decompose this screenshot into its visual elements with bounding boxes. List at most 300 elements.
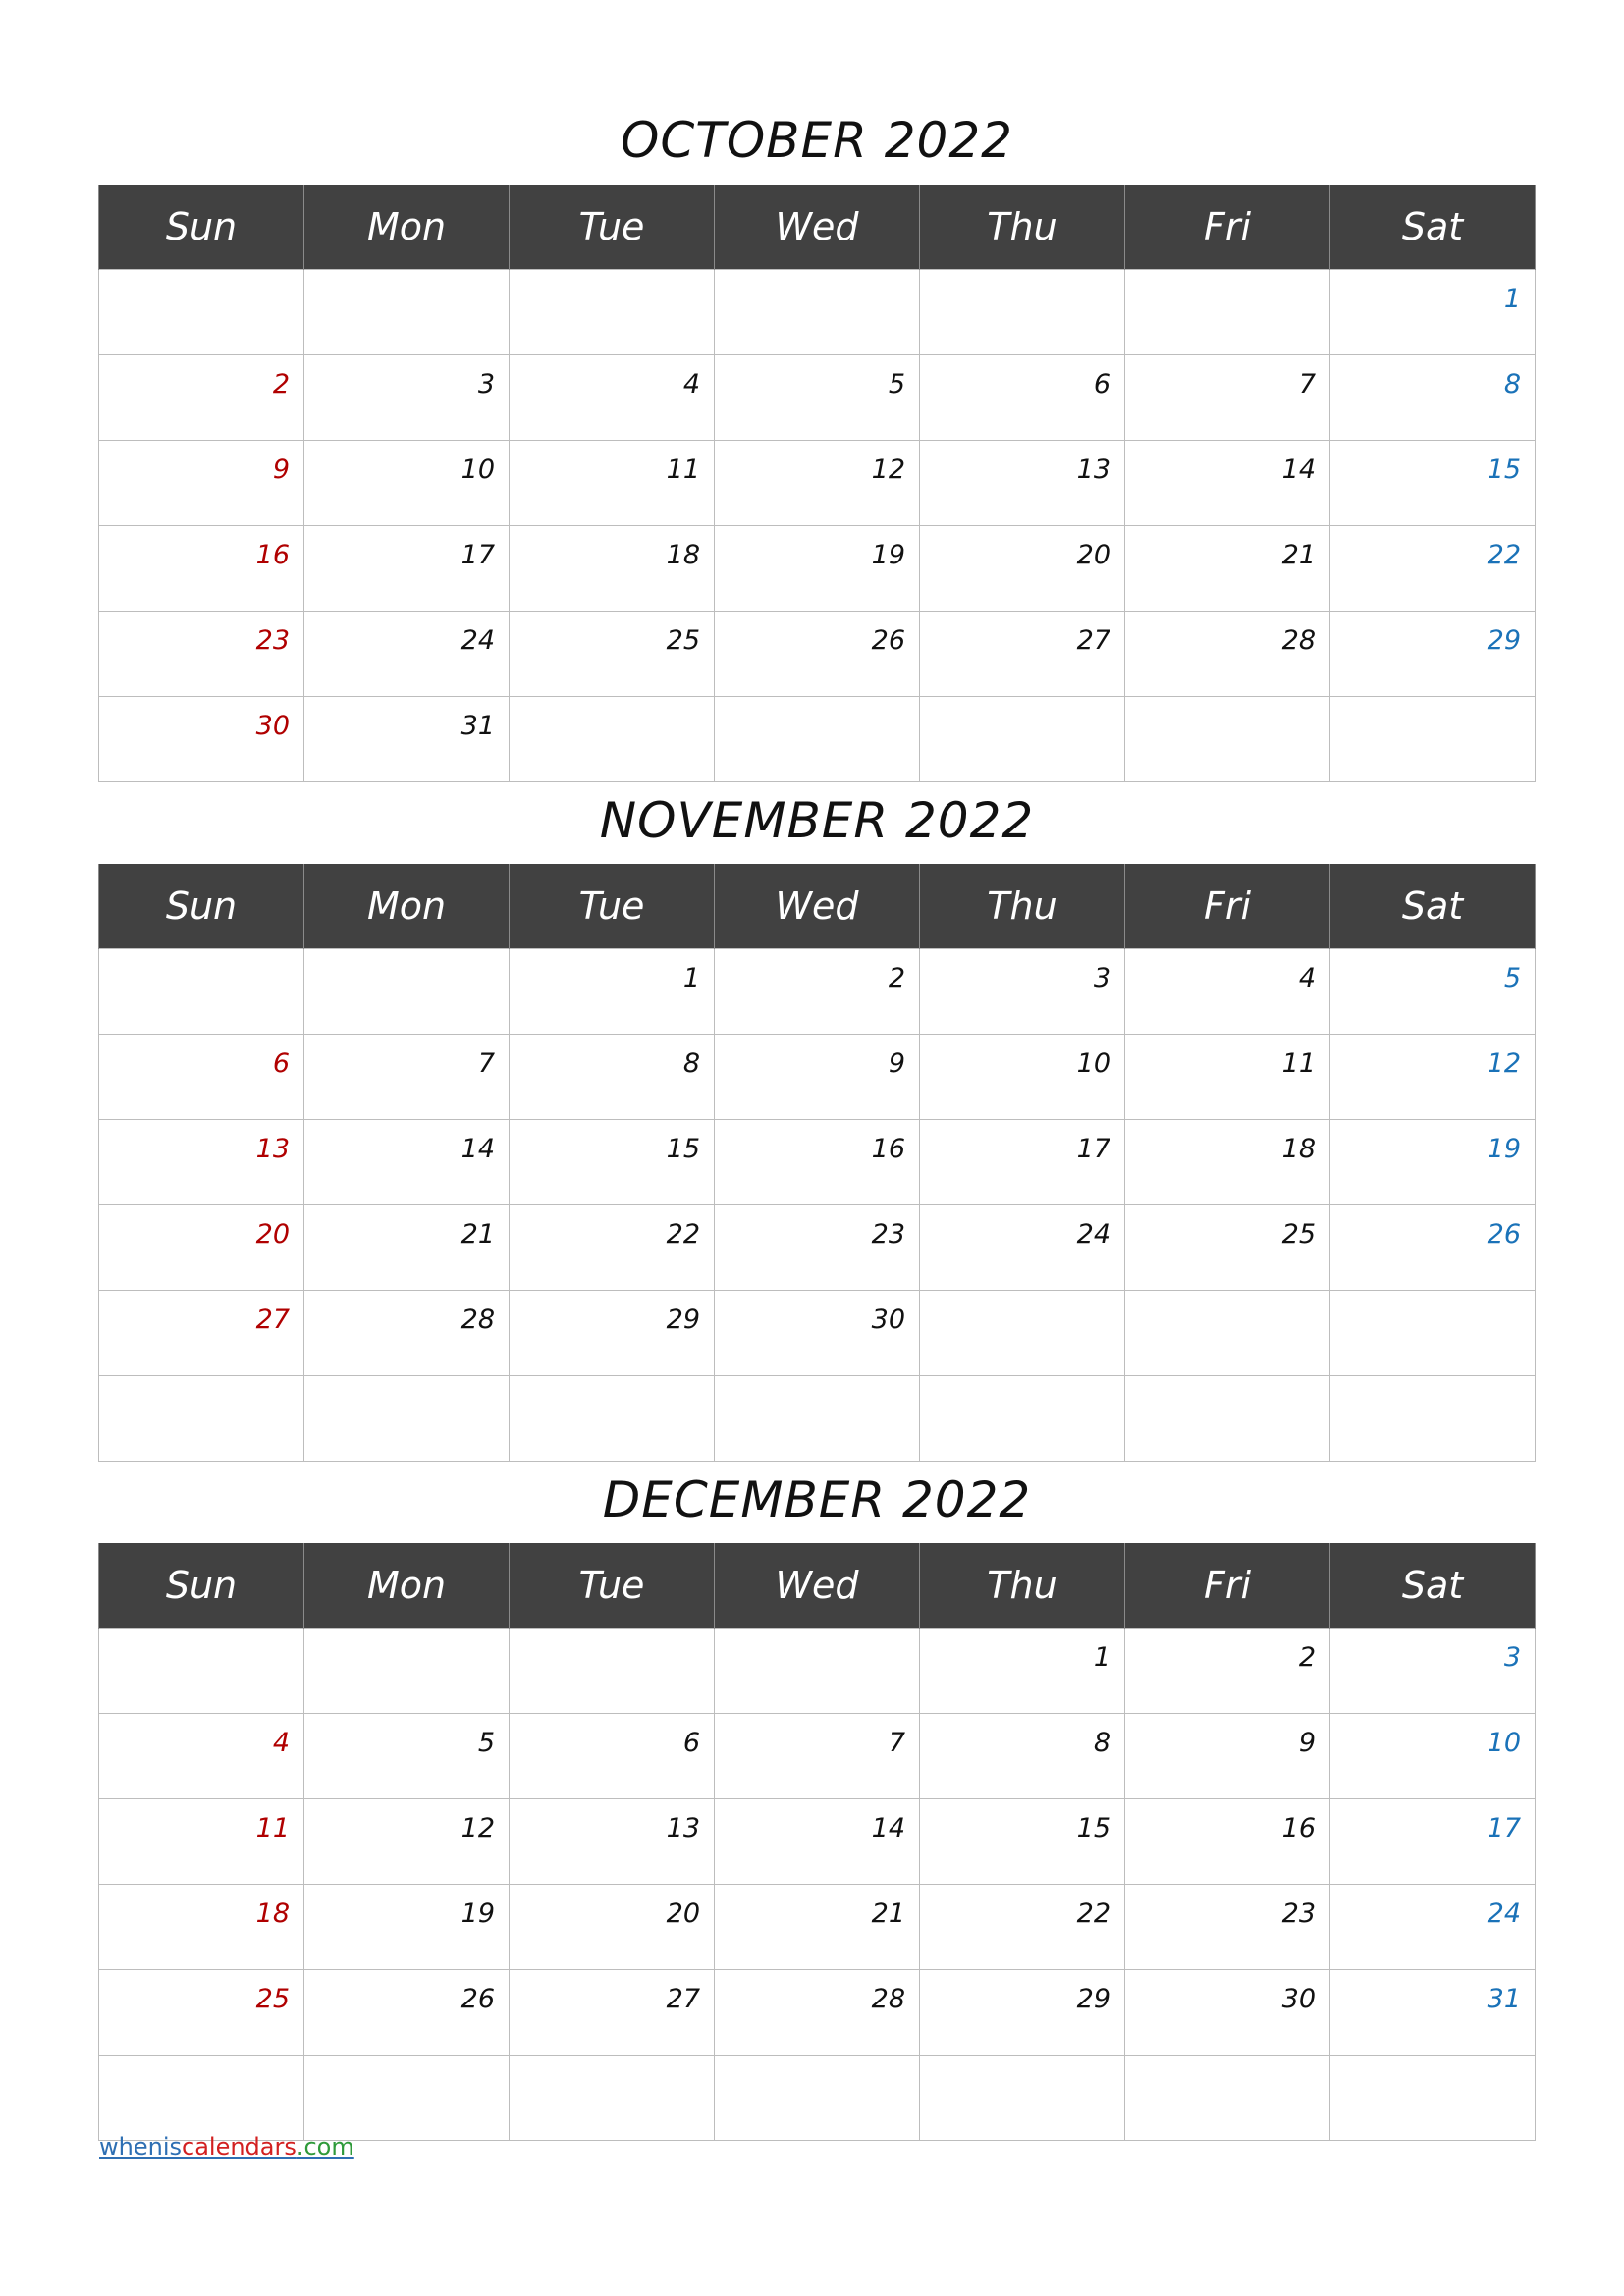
weekday-header-sat: Sat	[1330, 185, 1536, 270]
day-cell	[510, 2056, 715, 2141]
day-cell	[304, 697, 510, 782]
day-cell	[715, 697, 920, 782]
week-row	[99, 1205, 1536, 1291]
day-number: 15	[1487, 454, 1521, 485]
day-number	[290, 1381, 303, 1391]
day-number: 27	[666, 1984, 700, 2014]
weekday-header-thu: Thu	[920, 185, 1125, 270]
day-number: 24	[1487, 1898, 1521, 1929]
day-cell	[920, 441, 1125, 526]
day-cell	[99, 949, 304, 1035]
day-cell	[510, 355, 715, 441]
day-number: 18	[666, 540, 700, 570]
week-row	[99, 270, 1536, 355]
day-cell	[1125, 1629, 1330, 1714]
day-cell	[99, 2056, 304, 2141]
day-number: 4	[272, 1728, 290, 1758]
day-cell	[920, 1885, 1125, 1970]
weekday-header-mon: Mon	[304, 185, 510, 270]
day-number	[1316, 1296, 1329, 1306]
day-number	[1521, 1381, 1535, 1391]
day-number: 28	[460, 1305, 495, 1335]
day-number: 10	[460, 454, 495, 485]
day-number	[290, 2060, 303, 2070]
day-cell	[715, 1970, 920, 2056]
day-cell	[304, 1970, 510, 2056]
weekday-header-sat: Sat	[1330, 864, 1536, 949]
day-cell	[99, 1885, 304, 1970]
day-number: 4	[682, 369, 700, 400]
day-number	[700, 1381, 714, 1391]
day-number: 19	[1487, 1134, 1521, 1164]
day-number: 6	[682, 1728, 700, 1758]
day-number: 17	[460, 540, 495, 570]
day-cell	[304, 1714, 510, 1799]
day-cell	[304, 1376, 510, 1462]
day-cell	[715, 612, 920, 697]
weekday-header-fri: Fri	[1125, 1543, 1330, 1629]
day-cell	[510, 1120, 715, 1205]
day-number: 18	[255, 1898, 290, 1929]
week-row	[99, 2056, 1536, 2141]
day-cell	[1125, 441, 1330, 526]
day-number: 10	[1487, 1728, 1521, 1758]
day-number: 7	[477, 1048, 495, 1079]
day-cell	[1330, 441, 1536, 526]
day-number: 1	[682, 963, 700, 993]
week-row	[99, 441, 1536, 526]
day-cell	[715, 441, 920, 526]
day-number	[1521, 1296, 1535, 1306]
footer-link[interactable]	[99, 2132, 354, 2162]
day-number: 26	[1487, 1219, 1521, 1250]
day-cell	[304, 441, 510, 526]
day-cell	[715, 270, 920, 355]
day-cell	[510, 1376, 715, 1462]
day-number: 19	[460, 1898, 495, 1929]
day-number: 9	[272, 454, 290, 485]
day-cell	[510, 1035, 715, 1120]
footer-link-part-3: .com	[296, 2133, 354, 2161]
day-cell	[510, 1799, 715, 1885]
day-number: 25	[255, 1984, 290, 2014]
day-number	[905, 275, 919, 285]
day-cell	[1330, 270, 1536, 355]
day-number: 23	[255, 625, 290, 656]
day-number: 6	[1093, 369, 1110, 400]
day-cell	[920, 949, 1125, 1035]
day-number: 31	[460, 711, 495, 741]
day-number: 8	[682, 1048, 700, 1079]
day-cell	[715, 1291, 920, 1376]
day-cell	[920, 1291, 1125, 1376]
day-cell	[920, 526, 1125, 612]
day-cell	[1125, 1970, 1330, 2056]
day-number: 17	[1076, 1134, 1110, 1164]
day-number: 23	[871, 1219, 905, 1250]
day-number	[290, 275, 303, 285]
day-number: 15	[1076, 1813, 1110, 1843]
december-title: DECEMBER 2022	[602, 1471, 1032, 1528]
week-row	[99, 1970, 1536, 2056]
day-cell	[304, 2056, 510, 2141]
weekday-header-row	[99, 1543, 1536, 1629]
day-cell	[510, 697, 715, 782]
day-number	[1110, 275, 1124, 285]
day-cell	[99, 1120, 304, 1205]
day-number: 14	[1281, 454, 1316, 485]
day-cell	[99, 1970, 304, 2056]
day-cell	[715, 1120, 920, 1205]
day-number	[700, 702, 714, 712]
day-number: 5	[1503, 963, 1521, 993]
day-cell	[99, 1376, 304, 1462]
day-number	[1110, 2060, 1124, 2070]
day-cell	[99, 697, 304, 782]
day-number: 2	[272, 369, 290, 400]
day-number: 24	[460, 625, 495, 656]
day-number	[1316, 1381, 1329, 1391]
day-cell	[510, 1714, 715, 1799]
november-calendar-grid	[98, 864, 1536, 1462]
day-number	[700, 1633, 714, 1643]
day-number	[905, 2060, 919, 2070]
day-number: 17	[1487, 1813, 1521, 1843]
footer-link-part-1: whenis	[99, 2133, 182, 2161]
day-cell	[304, 1291, 510, 1376]
day-number: 12	[871, 454, 905, 485]
day-number	[1521, 2060, 1535, 2070]
day-cell	[715, 949, 920, 1035]
day-cell	[99, 355, 304, 441]
day-number: 9	[888, 1048, 905, 1079]
day-cell	[715, 1376, 920, 1462]
weekday-header-tue: Tue	[510, 1543, 715, 1629]
day-number	[1521, 702, 1535, 712]
weekday-header-thu: Thu	[920, 1543, 1125, 1629]
day-cell	[99, 441, 304, 526]
day-cell	[1330, 1291, 1536, 1376]
day-number: 11	[666, 454, 700, 485]
day-cell	[1125, 2056, 1330, 2141]
day-cell	[715, 526, 920, 612]
day-cell	[1330, 1629, 1536, 1714]
day-cell	[304, 1799, 510, 1885]
day-cell	[304, 1120, 510, 1205]
day-cell	[1330, 1205, 1536, 1291]
day-cell	[1330, 1376, 1536, 1462]
day-number	[905, 702, 919, 712]
day-cell	[304, 949, 510, 1035]
day-cell	[510, 949, 715, 1035]
day-number	[905, 1381, 919, 1391]
footer-link-part-2: calendars	[182, 2133, 297, 2161]
day-number: 21	[1281, 540, 1316, 570]
day-cell	[510, 270, 715, 355]
day-number: 22	[1076, 1898, 1110, 1929]
day-cell	[99, 1799, 304, 1885]
week-row	[99, 1885, 1536, 1970]
day-cell	[99, 270, 304, 355]
day-number: 16	[871, 1134, 905, 1164]
day-number	[290, 1633, 303, 1643]
day-cell	[304, 1205, 510, 1291]
day-cell	[715, 2056, 920, 2141]
day-number: 9	[1298, 1728, 1316, 1758]
day-number: 21	[460, 1219, 495, 1250]
day-number	[905, 1633, 919, 1643]
day-number: 22	[666, 1219, 700, 1250]
october-title: OCTOBER 2022	[621, 112, 1013, 169]
day-cell	[99, 1629, 304, 1714]
day-cell	[510, 1970, 715, 2056]
week-row	[99, 1629, 1536, 1714]
day-cell	[715, 1885, 920, 1970]
day-number: 27	[255, 1305, 290, 1335]
day-number	[495, 1633, 509, 1643]
week-row	[99, 612, 1536, 697]
day-number	[290, 954, 303, 964]
day-cell	[715, 1035, 920, 1120]
day-number: 10	[1076, 1048, 1110, 1079]
week-row	[99, 949, 1536, 1035]
day-number: 13	[666, 1813, 700, 1843]
day-cell	[1125, 1120, 1330, 1205]
day-number: 29	[666, 1305, 700, 1335]
day-cell	[1125, 1799, 1330, 1885]
week-row	[99, 1120, 1536, 1205]
day-cell	[920, 1714, 1125, 1799]
week-row	[99, 1291, 1536, 1376]
day-cell	[510, 1291, 715, 1376]
day-number	[495, 2060, 509, 2070]
day-cell	[715, 1714, 920, 1799]
day-number: 20	[1076, 540, 1110, 570]
day-number	[495, 1381, 509, 1391]
day-number: 12	[460, 1813, 495, 1843]
day-cell	[1330, 697, 1536, 782]
day-cell	[920, 270, 1125, 355]
day-number	[1316, 2060, 1329, 2070]
day-cell	[1330, 1035, 1536, 1120]
week-row	[99, 1376, 1536, 1462]
day-cell	[1125, 270, 1330, 355]
day-number: 15	[666, 1134, 700, 1164]
day-number: 1	[1093, 1642, 1110, 1673]
day-cell	[1330, 526, 1536, 612]
weekday-header-row	[99, 864, 1536, 949]
day-number: 8	[1503, 369, 1521, 400]
weekday-header-tue: Tue	[510, 185, 715, 270]
day-number: 16	[1281, 1813, 1316, 1843]
day-number: 7	[888, 1728, 905, 1758]
day-cell	[715, 1205, 920, 1291]
week-row	[99, 1799, 1536, 1885]
day-cell	[510, 612, 715, 697]
day-number: 25	[666, 625, 700, 656]
day-number: 14	[871, 1813, 905, 1843]
weekday-header-sun: Sun	[99, 864, 304, 949]
day-cell	[1330, 1714, 1536, 1799]
day-cell	[1330, 1120, 1536, 1205]
weekday-header-row	[99, 185, 1536, 270]
day-cell	[1330, 355, 1536, 441]
day-cell	[920, 612, 1125, 697]
weekday-header-wed: Wed	[715, 1543, 920, 1629]
day-cell	[1330, 612, 1536, 697]
day-cell	[1330, 1799, 1536, 1885]
day-number: 13	[255, 1134, 290, 1164]
october-calendar-grid	[98, 185, 1536, 782]
weekday-header-sat: Sat	[1330, 1543, 1536, 1629]
day-cell	[1125, 1376, 1330, 1462]
day-number: 27	[1076, 625, 1110, 656]
day-cell	[1125, 697, 1330, 782]
day-cell	[304, 1885, 510, 1970]
day-cell	[920, 1035, 1125, 1120]
weekday-header-fri: Fri	[1125, 864, 1330, 949]
november-title: NOVEMBER 2022	[599, 792, 1035, 849]
day-cell	[1125, 1885, 1330, 1970]
week-row	[99, 1714, 1536, 1799]
day-cell	[99, 1035, 304, 1120]
day-cell	[1125, 1205, 1330, 1291]
day-cell	[510, 526, 715, 612]
day-number: 21	[871, 1898, 905, 1929]
day-cell	[715, 355, 920, 441]
day-cell	[920, 1970, 1125, 2056]
day-number: 30	[255, 711, 290, 741]
day-number: 18	[1281, 1134, 1316, 1164]
day-cell	[304, 1629, 510, 1714]
day-cell	[99, 526, 304, 612]
day-number: 3	[477, 369, 495, 400]
december-calendar-grid	[98, 1543, 1536, 2141]
day-number: 3	[1093, 963, 1110, 993]
day-number: 30	[1281, 1984, 1316, 2014]
day-cell	[1330, 2056, 1536, 2141]
day-cell	[920, 1376, 1125, 1462]
day-cell	[920, 1799, 1125, 1885]
day-number: 22	[1487, 540, 1521, 570]
day-cell	[1125, 355, 1330, 441]
day-number: 3	[1503, 1642, 1521, 1673]
day-number: 1	[1503, 284, 1521, 314]
day-number: 20	[666, 1898, 700, 1929]
day-number	[1110, 1381, 1124, 1391]
day-cell	[304, 1035, 510, 1120]
day-number: 24	[1076, 1219, 1110, 1250]
weekday-header-mon: Mon	[304, 864, 510, 949]
day-number: 28	[871, 1984, 905, 2014]
day-cell	[1125, 526, 1330, 612]
day-number: 4	[1298, 963, 1316, 993]
day-cell	[99, 1205, 304, 1291]
day-number: 19	[871, 540, 905, 570]
day-number: 5	[888, 369, 905, 400]
day-cell	[1330, 1885, 1536, 1970]
day-cell	[1125, 1714, 1330, 1799]
day-number: 25	[1281, 1219, 1316, 1250]
day-cell	[715, 1799, 920, 1885]
day-number	[1110, 702, 1124, 712]
day-number: 8	[1093, 1728, 1110, 1758]
day-cell	[1330, 949, 1536, 1035]
day-number: 16	[255, 540, 290, 570]
day-cell	[1125, 612, 1330, 697]
day-cell	[1330, 1970, 1536, 2056]
day-cell	[920, 2056, 1125, 2141]
day-number: 7	[1298, 369, 1316, 400]
week-row	[99, 697, 1536, 782]
day-number: 23	[1281, 1898, 1316, 1929]
day-number: 13	[1076, 454, 1110, 485]
weekday-header-wed: Wed	[715, 864, 920, 949]
weekday-header-sun: Sun	[99, 185, 304, 270]
day-number: 26	[871, 625, 905, 656]
day-cell	[99, 1714, 304, 1799]
day-cell	[1125, 1291, 1330, 1376]
week-row	[99, 526, 1536, 612]
day-cell	[510, 1885, 715, 1970]
week-row	[99, 1035, 1536, 1120]
day-number	[700, 2060, 714, 2070]
week-row	[99, 355, 1536, 441]
day-cell	[920, 1205, 1125, 1291]
day-number: 11	[1281, 1048, 1316, 1079]
day-number: 11	[255, 1813, 290, 1843]
day-cell	[920, 697, 1125, 782]
weekday-header-wed: Wed	[715, 185, 920, 270]
day-number: 6	[272, 1048, 290, 1079]
weekday-header-thu: Thu	[920, 864, 1125, 949]
day-number: 12	[1487, 1048, 1521, 1079]
day-number: 20	[255, 1219, 290, 1250]
day-cell	[99, 1291, 304, 1376]
day-number	[495, 954, 509, 964]
weekday-header-tue: Tue	[510, 864, 715, 949]
day-cell	[510, 1629, 715, 1714]
day-cell	[304, 526, 510, 612]
day-cell	[510, 1205, 715, 1291]
day-number	[495, 275, 509, 285]
day-cell	[304, 355, 510, 441]
day-number: 2	[888, 963, 905, 993]
day-cell	[510, 441, 715, 526]
day-number: 29	[1076, 1984, 1110, 2014]
weekday-header-mon: Mon	[304, 1543, 510, 1629]
day-cell	[99, 612, 304, 697]
day-cell	[715, 1629, 920, 1714]
day-cell	[920, 1120, 1125, 1205]
day-number	[1316, 702, 1329, 712]
weekday-header-sun: Sun	[99, 1543, 304, 1629]
day-number: 26	[460, 1984, 495, 2014]
day-number: 2	[1298, 1642, 1316, 1673]
day-number: 28	[1281, 625, 1316, 656]
day-cell	[920, 355, 1125, 441]
day-cell	[920, 1629, 1125, 1714]
day-cell	[1125, 1035, 1330, 1120]
weekday-header-fri: Fri	[1125, 185, 1330, 270]
day-cell	[304, 270, 510, 355]
day-cell	[304, 612, 510, 697]
day-number: 31	[1487, 1984, 1521, 2014]
day-cell	[1125, 949, 1330, 1035]
day-number	[700, 275, 714, 285]
day-number: 30	[871, 1305, 905, 1335]
day-number	[1316, 275, 1329, 285]
